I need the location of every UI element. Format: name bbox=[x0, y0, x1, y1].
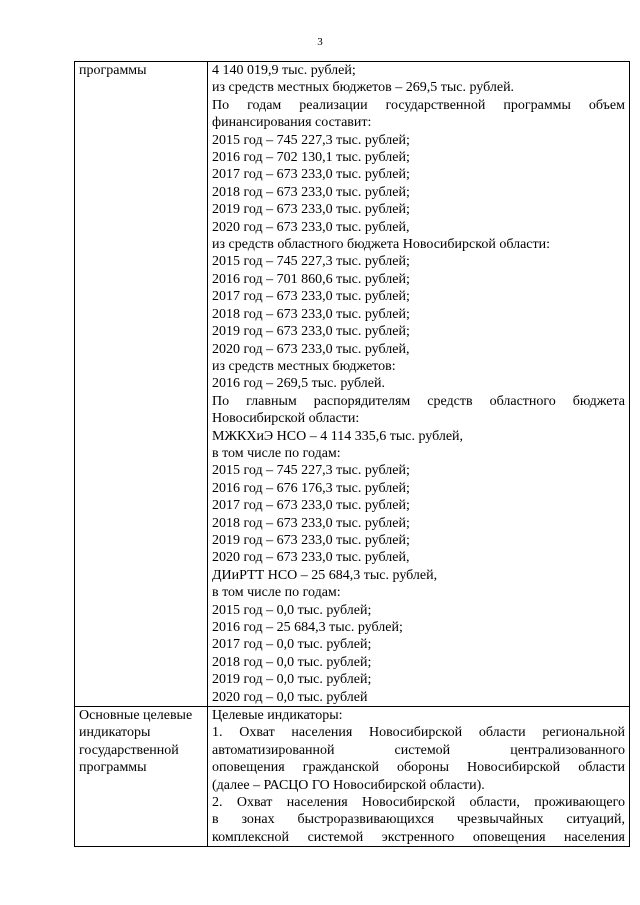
content-line: 2020 год – 673 233,0 тыс. рублей, bbox=[212, 550, 410, 566]
content-line: 2016 год – 676 176,3 тыс. рублей; bbox=[212, 480, 410, 496]
content-line: 2019 год – 673 233,0 тыс. рублей; bbox=[212, 532, 410, 548]
content-line: По главным распорядителям средств областного бюджета bbox=[212, 393, 625, 409]
content-line: финансирования составит: bbox=[212, 115, 372, 131]
indicators-content-cell bbox=[208, 707, 630, 847]
content-line: 2015 год – 745 227,3 тыс. рублей; bbox=[212, 254, 410, 270]
content-line: 2019 год – 0,0 тыс. рублей; bbox=[212, 672, 372, 688]
program-passport-table bbox=[74, 61, 630, 847]
page-number: 3 bbox=[317, 36, 323, 48]
row-label-line: программы bbox=[79, 760, 147, 776]
content-line: из средств местных бюджетов: bbox=[212, 358, 396, 374]
content-line: 2018 год – 673 233,0 тыс. рублей; bbox=[212, 184, 410, 200]
content-line: комплексной системой экстренного оповещения населения bbox=[212, 829, 625, 845]
content-line: Новосибирской области: bbox=[212, 411, 360, 427]
row-label-line: государственной bbox=[79, 742, 179, 758]
content-line: ДИиРТТ НСО – 25 684,3 тыс. рублей, bbox=[212, 567, 438, 583]
content-line: в зонах быстроразвивающихся чрезвычайных ситуаций, bbox=[212, 812, 625, 828]
row-label: программы bbox=[79, 63, 147, 78]
table-row bbox=[75, 62, 630, 707]
row-label-cell bbox=[75, 62, 208, 707]
content-line: 2020 год – 0,0 тыс. рублей bbox=[212, 689, 368, 705]
content-line: из средств областного бюджета Новосибирской области: bbox=[212, 237, 551, 253]
content-line: 2017 год – 0,0 тыс. рублей; bbox=[212, 637, 372, 653]
financing-content-cell bbox=[208, 62, 630, 707]
content-line: 2018 год – 0,0 тыс. рублей; bbox=[212, 654, 372, 670]
content-line: 2015 год – 745 227,3 тыс. рублей; bbox=[212, 463, 410, 479]
content-line: 2016 год – 25 684,3 тыс. рублей; bbox=[212, 620, 403, 635]
content-line: 2020 год – 673 233,0 тыс. рублей, bbox=[212, 219, 410, 235]
content-line: 2016 год – 269,5 тыс. рублей. bbox=[212, 376, 385, 392]
content-line: в том числе по годам: bbox=[212, 445, 341, 461]
content-line: 2020 год – 673 233,0 тыс. рублей, bbox=[212, 341, 410, 357]
content-line: 2017 год – 673 233,0 тыс. рублей; bbox=[212, 289, 410, 305]
indicators-label-cell bbox=[75, 707, 208, 847]
content-line: По годам реализации государственной программы объем bbox=[212, 97, 625, 113]
content-line: 2015 год – 745 227,3 тыс. рублей; bbox=[212, 132, 410, 148]
row-label-line: индикаторы bbox=[79, 725, 151, 741]
table-row bbox=[75, 707, 630, 847]
content-line: 2018 год – 673 233,0 тыс. рублей; bbox=[212, 306, 410, 322]
content-line: 4 140 019,9 тыс. рублей; bbox=[212, 63, 356, 78]
content-line: 2015 год – 0,0 тыс. рублей; bbox=[212, 602, 372, 618]
content-line: (далее – РАСЦО ГО Новосибирской области). bbox=[212, 777, 485, 793]
content-line: 2019 год – 673 233,0 тыс. рублей; bbox=[212, 324, 410, 340]
content-line: из средств местных бюджетов – 269,5 тыс. рублей. bbox=[212, 80, 515, 96]
content-line: 2016 год – 702 130,1 тыс. рублей; bbox=[212, 150, 410, 166]
content-line: в том числе по годам: bbox=[212, 585, 341, 601]
content-line: МЖКХиЭ НСО – 4 114 335,6 тыс. рублей, bbox=[212, 428, 464, 444]
content-line: 2018 год – 673 233,0 тыс. рублей; bbox=[212, 515, 410, 531]
content-line: 2016 год – 701 860,6 тыс. рублей; bbox=[212, 271, 410, 287]
content-line: автоматизированной системой централизованного bbox=[212, 742, 625, 758]
content-line: оповещения гражданской обороны Новосибирской области bbox=[212, 760, 625, 776]
content-line: 2017 год – 673 233,0 тыс. рублей; bbox=[212, 167, 410, 183]
row-label-line: Основные целевые bbox=[79, 708, 193, 724]
content-line: 2019 год – 673 233,0 тыс. рублей; bbox=[212, 202, 410, 218]
content-line: 1. Охват населения Новосибирской области региональной bbox=[212, 725, 625, 741]
content-line: Целевые индикаторы: bbox=[212, 708, 343, 724]
content-line: 2017 год – 673 233,0 тыс. рублей; bbox=[212, 498, 410, 514]
content-line: 2. Охват населения Новосибирской области, проживающего bbox=[212, 795, 625, 811]
